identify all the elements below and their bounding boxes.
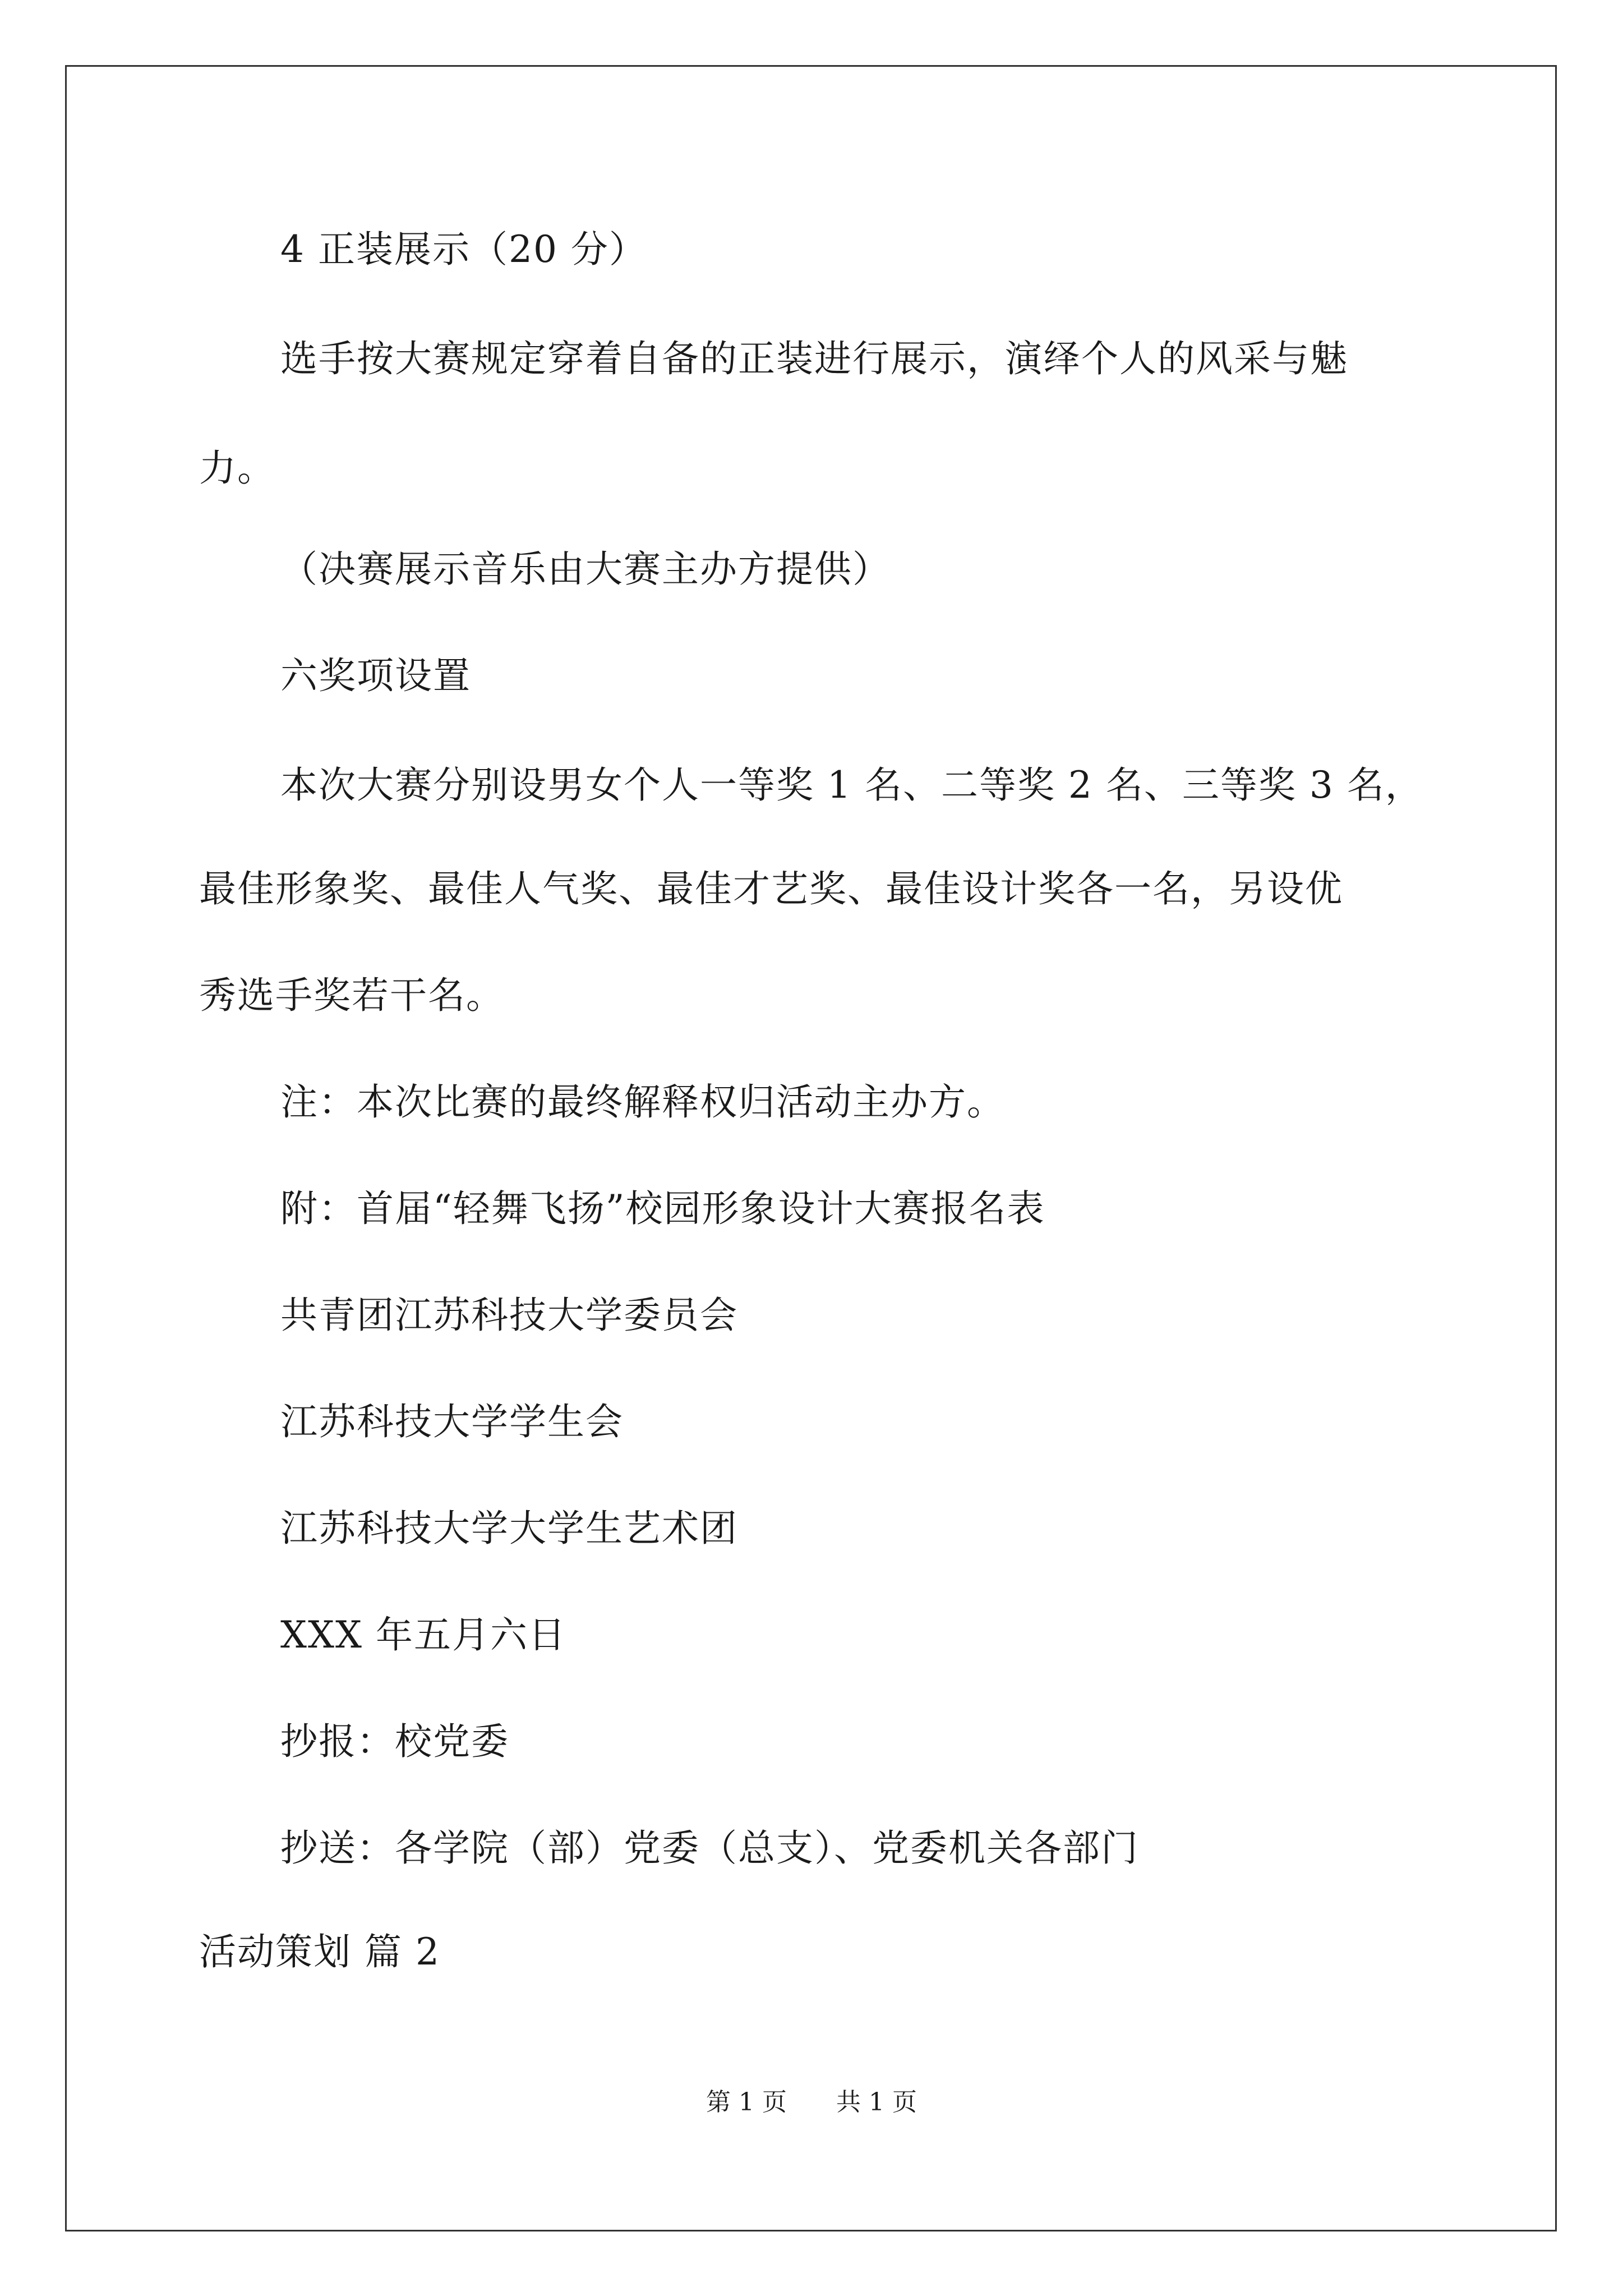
text-line: 4 正装展示（20 分） <box>280 228 647 271</box>
text-line: 抄送：各学院（部）党委（总支）、党委机关各部门 <box>280 1826 1139 1870</box>
page-total: 共 1 页 <box>836 2088 917 2116</box>
text-line: 力。 <box>199 447 275 490</box>
text-line: 抄报：校党委 <box>280 1720 509 1763</box>
text-line: 江苏科技大学学生会 <box>280 1400 624 1443</box>
text-line: 本次大赛分别设男女个人一等奖 1 名、二等奖 2 名、三等奖 3 名， <box>280 763 1423 807</box>
text-line: 六奖项设置 <box>280 654 471 697</box>
text-line: 最佳形象奖、最佳人气奖、最佳才艺奖、最佳设计奖各一名，另设优 <box>199 867 1343 910</box>
text-line: 秀选手奖若干名。 <box>199 974 504 1017</box>
page-number: 第 1 页 <box>706 2088 787 2116</box>
page-frame <box>65 65 1557 2231</box>
text-line: （决赛展示音乐由大赛主办方提供） <box>280 547 891 591</box>
text-line: 附：首届“轻舞飞扬”校园形象设计大赛报名表 <box>280 1187 1045 1230</box>
text-line: 注：本次比赛的最终解释权归活动主办方。 <box>280 1080 1005 1124</box>
text-line: 共青团江苏科技大学委员会 <box>280 1294 738 1337</box>
text-line: 江苏科技大学大学生艺术团 <box>280 1507 738 1550</box>
section-heading: 活动策划 篇 2 <box>199 1930 440 1973</box>
page-footer <box>0 2087 1623 2118</box>
text-line: 选手按大赛规定穿着自备的正装进行展示，演绎个人的风采与魅 <box>280 337 1348 380</box>
text-line: XXX 年五月六日 <box>280 1613 566 1657</box>
